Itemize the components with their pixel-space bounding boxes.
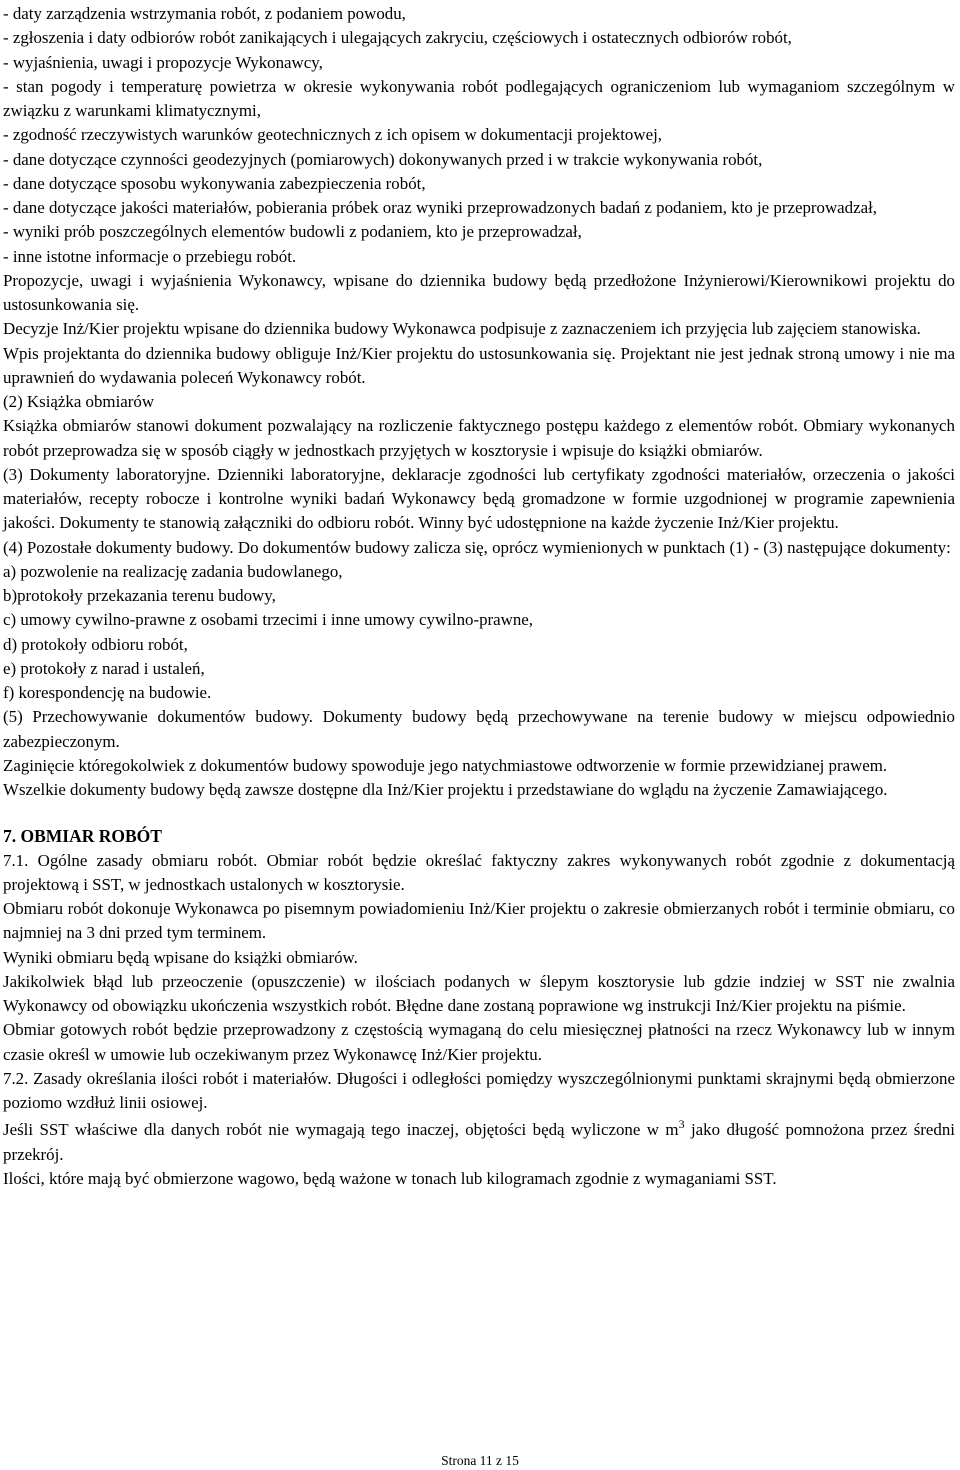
paragraph: (5) Przechowywanie dokumentów budowy. Dokumenty budowy będą przechowywane na terenie budowy w miejscu odpowiednio zabezpieczonym. [3,707,955,751]
list-item: - stan pogody i temperaturę powietrza w okresie wykonywania robót podlegających ograniczeniom lub wymaganiom szczególnym w związku z warunkami klimatycznymi, [3,76,955,120]
section-heading: 7. OBMIAR ROBÓT [3,826,162,847]
subheading-measurement-book: (2) Książka obmiarów [3,392,155,411]
paragraph: Decyzje Inż/Kier projektu wpisane do dziennika budowy Wykonawca podpisuje z zaznaczeniem ich przyjęcia lub zajęciem stanowiska. [3,319,921,339]
list-item: c) umowy cywilno-prawne z osobami trzecimi i inne umowy cywilno-prawne, [3,610,534,630]
paragraph: (3) Dokumenty laboratoryjne. Dzienniki laboratoryjne, deklaracje zgodności lub certyfikaty zgodności materiałów, orzeczenia o jakości materiałów, recepty robocze i kontrolne wyniki badań Wykonawcy będą gromadzone w formie uzgodnionej w programie zapewnienia jakości. Dokumenty te stanowią załączniki do odbioru robót. Winny być udostępnione na każde życzenie Inż/Kier projektu. [3,464,955,533]
page-number: Strona 11 z 15 [441,1453,519,1468]
list-item: - inne istotne informacje o przebiegu robót. [3,246,297,266]
paragraph: Obmiar gotowych robót będzie przeprowadzony z częstością wymaganą do celu miesięcznej płatności na rzecz Wykonawcy lub w innym czasie określ w umowie lub oczekiwanym przez Wykonawcę Inż/Kier projektu. [3,1020,955,1064]
paragraph: Wyniki obmiaru będą wpisane do książki obmiarów. [3,947,358,967]
paragraph: Propozycje, uwagi i wyjaśnienia Wykonawcy, wpisane do dziennika budowy będą przedłożone Inżynierowi/Kierownikowi projektu do ustosunkowania się. [3,270,955,314]
documents-list [3,560,955,706]
list-item: - zgodność rzeczywistych warunków geotechnicznych z ich opisem w dokumentacji projektowej, [3,125,662,145]
list-item: - dane dotyczące czynności geodezyjnych (pomiarowych) dokonywanych przed i w trakcie wykonywania robót, [3,149,763,169]
paragraph: Obmiaru robót dokonuje Wykonawca po pisemnym powiadomieniu Inż/Kier projektu o zakresie obmierzanych robót i terminie obmiaru, co najmniej na 3 dni przed tym terminem. [3,899,955,943]
paragraph-text: Jeśli SST właściwe dla danych robót nie wymagają tego inaczej, objętości będą wyliczone w m [3,1120,679,1140]
paragraph: Jakikolwiek błąd lub przeoczenie (opuszczenie) w ilościach podanych w ślepym kosztorysie lub gdzie indziej w SST nie zwalnia Wykonawcy od obowiązku ukończenia wszystkich robót. Błędne dane zostaną poprawione wg instrukcji Inż/Kier projektu na piśmie. [3,971,955,1015]
diary-entries-list [3,2,955,269]
paragraph: Wpis projektanta do dziennika budowy obliguje Inż/Kier projektu do ustosunkowania się. Projektant nie jest jednak stroną umowy i nie ma uprawnień do wydawania poleceń Wykonawcy robót. [3,343,955,387]
paragraph-volume [3,1118,955,1167]
list-item: e) protokoły z narad i ustaleń, [3,658,205,678]
list-item: d) protokoły odbioru robót, [3,634,188,654]
superscript: 3 [678,1117,685,1132]
list-item: - zgłoszenia i daty odbiorów robót zanikających i ulegających zakryciu, częściowych i ostatecznych odbiorów robót, [3,28,792,48]
paragraph: Wszelkie dokumenty budowy będą zawsze dostępne dla Inż/Kier projektu i przedstawiane do wglądu na życzenie Zamawiającego. [3,780,888,799]
paragraph: 7.1. Ogólne zasady obmiaru robót. Obmiar robót będzie określać faktyczny zakres wykonywanych robót zgodnie z dokumentacją projektową i SST, w jednostkach ustalonych w kosztorysie. [3,850,955,894]
list-item: b)protokoły przekazania terenu budowy, [3,586,276,605]
list-item: a) pozwolenie na realizację zadania budowlanego, [3,561,343,581]
list-item: - daty zarządzenia wstrzymania robót, z podaniem powodu, [3,4,406,23]
list-item: - wyjaśnienia, uwagi i propozycje Wykonawcy, [3,52,323,72]
list-item: f) korespondencję na budowie. [3,683,212,702]
paragraph-text: jako długość pomnożona przez średni przekrój. [3,1120,955,1164]
paragraph: 7.2. Zasady określania ilości robót i materiałów. Długości i odległości pomiędzy wyszczególnionymi punktami skrajnymi będą obmierzone poziomo wzdłuż linii osiowej. [3,1068,955,1112]
paragraph: Książka obmiarów stanowi dokument pozwalający na rozliczenie faktycznego postępu każdego z elementów robót. Obmiary wykonanych robót przeprowadza się w sposób ciągły w jednostkach przyjętych w kosztorysie i wpisuje do książki obmiarów. [3,416,955,460]
list-item: - dane dotyczące sposobu wykonywania zabezpieczenia robót, [3,173,426,193]
paragraph: (4) Pozostałe dokumenty budowy. Do dokumentów budowy zalicza się, oprócz wymienionych w punktach (1) - (3) następujące dokumenty: [3,537,951,557]
paragraph: Ilości, które mają być obmierzone wagowo, będą ważone w tonach lub kilogramach zgodnie z wymaganiami SST. [3,1168,777,1188]
list-item: - dane dotyczące jakości materiałów, pobierania próbek oraz wyniki przeprowadzonych badań z podaniem, kto je przeprowadzał, [3,198,878,217]
document-page [3,2,955,1191]
paragraph: Zaginięcie któregokolwiek z dokumentów budowy spowoduje jego natychmiastowe odtworzenie w formie przewidzianej prawem. [3,755,888,775]
list-item: - wyniki prób poszczególnych elementów budowli z podaniem, kto je przeprowadzał, [3,222,582,242]
